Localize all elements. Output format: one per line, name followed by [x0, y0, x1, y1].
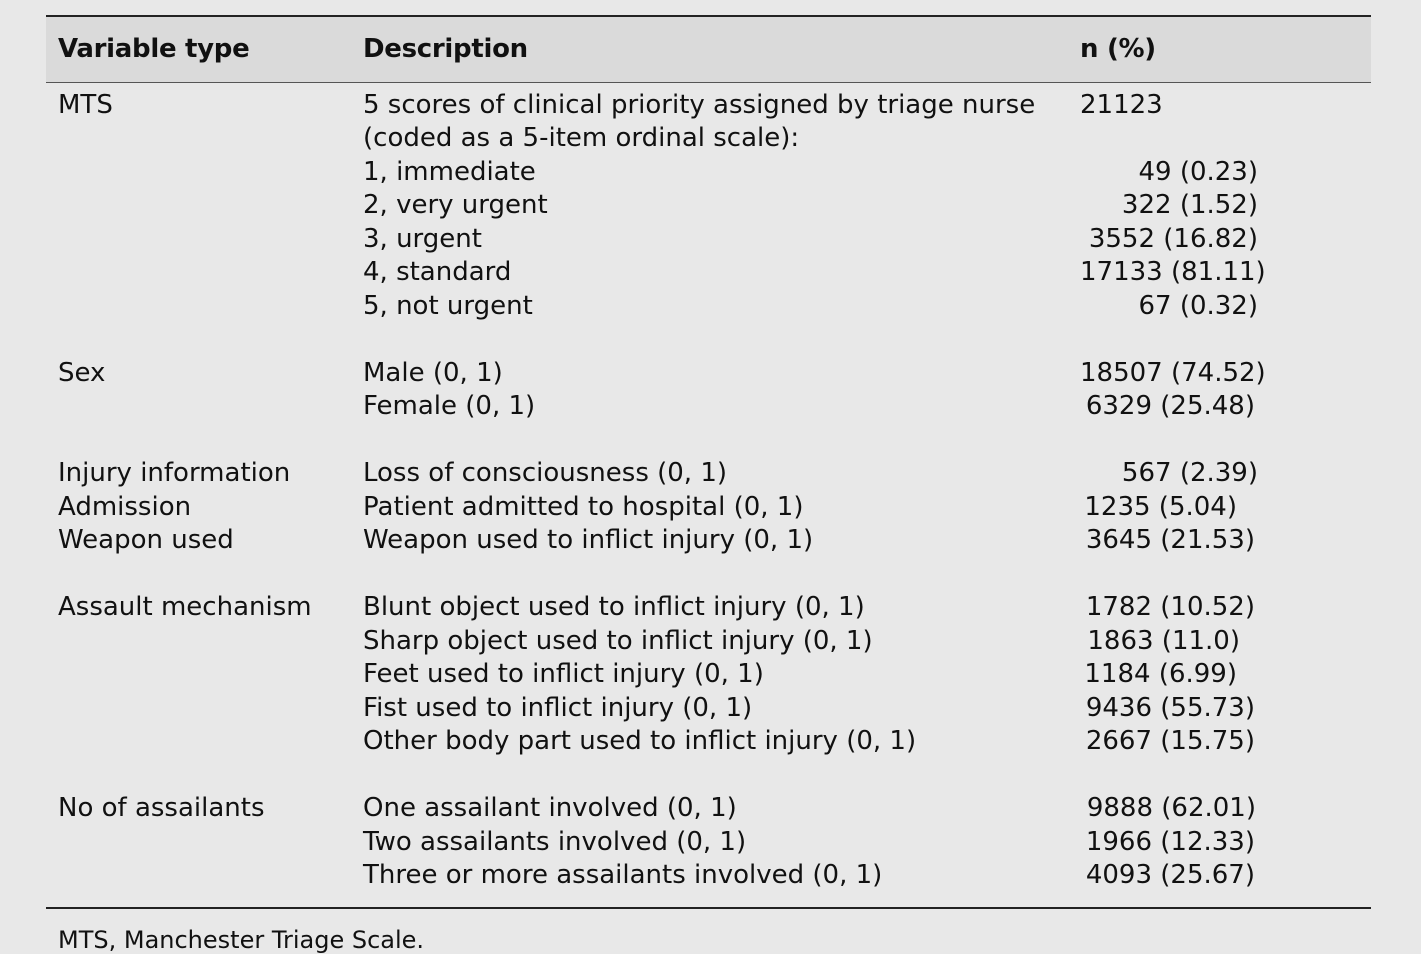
table-row [46, 825, 1371, 859]
value-cell: 1184 (6.99) [1084, 659, 1237, 689]
table-row [46, 255, 1371, 289]
description-cell: Blunt object used to inflict injury (0, 1) [363, 592, 865, 622]
table-bottom-rule [46, 907, 1371, 909]
table-header [46, 17, 1371, 83]
data-table [46, 15, 1371, 890]
header-n-percent: n (%) [1080, 34, 1156, 64]
value-cell: 9888 (62.01) [1086, 793, 1256, 823]
description-cell: Weapon used to inflict injury (0, 1) [363, 525, 814, 555]
variable-cell: MTS [58, 90, 113, 120]
description-cell: (coded as a 5-item ordinal scale): [363, 123, 800, 153]
description-cell: Other body part used to inflict injury (0, 1) [363, 726, 917, 756]
description-cell: One assailant involved (0, 1) [363, 793, 737, 823]
variable-cell: Injury information [58, 458, 291, 488]
description-cell: Feet used to inflict injury (0, 1) [363, 659, 764, 689]
table-row [46, 490, 1371, 524]
table-row [46, 188, 1371, 222]
variable-cell: Admission [58, 492, 192, 522]
variable-cell: Sex [58, 358, 106, 388]
variable-cell: Assault mechanism [58, 592, 312, 622]
description-cell: 2, very urgent [363, 190, 548, 220]
value-cell: 3645 (21.53) [1085, 525, 1255, 555]
table-row [46, 523, 1371, 557]
value-cell: 49 (0.23) [1138, 157, 1258, 187]
description-cell: Patient admitted to hospital (0, 1) [363, 492, 804, 522]
description-cell: Two assailants involved (0, 1) [363, 827, 747, 857]
value-cell: 9436 (55.73) [1085, 693, 1255, 723]
description-cell: Three or more assailants involved (0, 1) [363, 860, 883, 890]
table-row [46, 590, 1371, 624]
table-row [46, 289, 1371, 323]
value-cell: 3552 (16.82) [1088, 224, 1258, 254]
table-row [46, 858, 1371, 892]
table-row [46, 724, 1371, 758]
value-cell: 1863 (11.0) [1087, 626, 1240, 656]
header-description: Description [363, 34, 528, 64]
value-cell: 1966 (12.33) [1085, 827, 1255, 857]
table-row [46, 155, 1371, 189]
value-cell: 21123 [1080, 90, 1163, 120]
description-cell: Fist used to inflict injury (0, 1) [363, 693, 753, 723]
value-cell: 67 (0.32) [1138, 291, 1258, 321]
table-row [46, 356, 1371, 390]
description-cell: Loss of consciousness (0, 1) [363, 458, 728, 488]
table-row [46, 456, 1371, 490]
description-cell: Sharp object used to inflict injury (0, 1) [363, 626, 873, 656]
description-cell: Female (0, 1) [363, 391, 536, 421]
table-row [46, 791, 1371, 825]
description-cell: 5 scores of clinical priority assigned by triage nurse [363, 90, 1036, 120]
table-row [46, 657, 1371, 691]
description-cell: Male (0, 1) [363, 358, 503, 388]
value-cell: 17133 (81.11) [1080, 257, 1266, 287]
value-cell: 322 (1.52) [1121, 190, 1258, 220]
value-cell: 4093 (25.67) [1085, 860, 1255, 890]
description-cell: 5, not urgent [363, 291, 533, 321]
table-row [46, 389, 1371, 423]
value-cell: 6329 (25.48) [1085, 391, 1255, 421]
value-cell: 1235 (5.04) [1084, 492, 1237, 522]
variable-cell: No of assailants [58, 793, 265, 823]
value-cell: 18507 (74.52) [1080, 358, 1266, 388]
variable-cell: Weapon used [58, 525, 234, 555]
value-cell: 567 (2.39) [1121, 458, 1258, 488]
table-row [46, 691, 1371, 725]
table-row [46, 222, 1371, 256]
table-row [46, 624, 1371, 658]
description-cell: 3, urgent [363, 224, 482, 254]
table-row [46, 88, 1371, 122]
description-cell: 4, standard [363, 257, 512, 287]
table-footnote: MTS, Manchester Triage Scale. [58, 926, 425, 954]
table-row [46, 121, 1371, 155]
description-cell: 1, immediate [363, 157, 536, 187]
value-cell: 1782 (10.52) [1085, 592, 1255, 622]
header-variable-type: Variable type [58, 34, 250, 64]
value-cell: 2667 (15.75) [1085, 726, 1255, 756]
